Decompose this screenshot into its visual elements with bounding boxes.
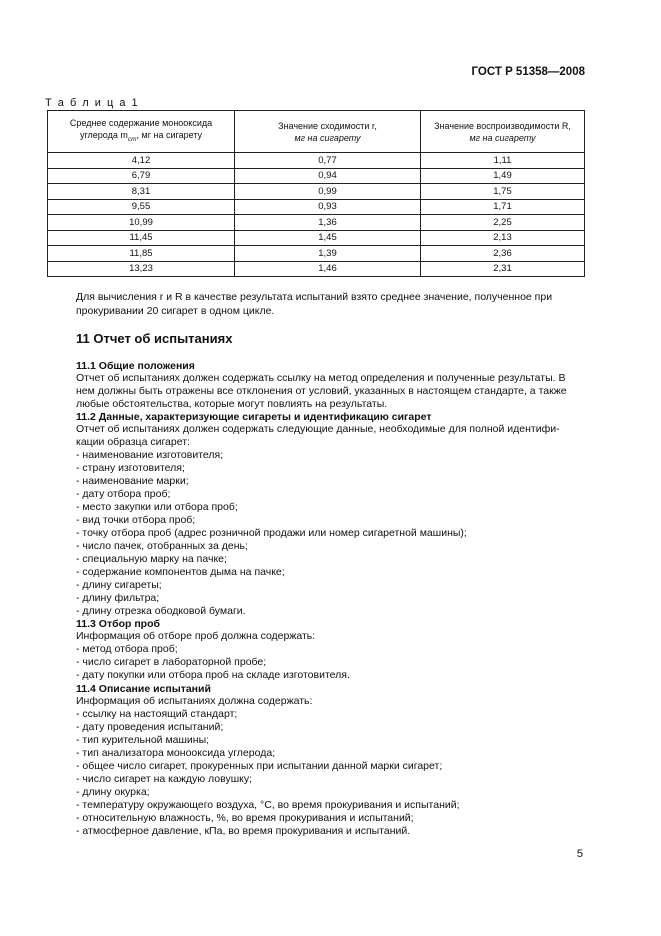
paragraph-line: Отчет об испытаниях должен содержать следующие данные, необходимые для полной идентифи- [76, 423, 560, 435]
subsection-title-11-1: 11.1 Общие положения [76, 360, 195, 372]
page-number: 5 [576, 848, 583, 860]
list-item: - число сигарет в лабораторной пробе; [76, 656, 267, 668]
document-code: ГОСТ Р 51358—2008 [471, 66, 585, 78]
subsection-title-11-3: 11.3 Отбор проб [76, 618, 160, 630]
paragraph-line: Отчет об испытаниях должен содержать ссылку на метод определения и полученные результаты. В [76, 372, 566, 384]
list-item: - длину отрезка ободковой бумаги. [76, 605, 246, 617]
column-header-co-content: Среднее содержание монооксида углерода $m_{сm}$, мг на сигарету [48, 111, 235, 153]
column-header-reproducibility: Значение воспроизводимости R, мг на сигарету [421, 111, 585, 153]
table-row: 10,99 1,36 2,25 [48, 215, 585, 231]
list-item: - дату отбора проб; [76, 488, 171, 500]
subsection-title-11-4: 11.4 Описание испытаний [76, 683, 211, 695]
list-item: - длину сигареты; [76, 579, 162, 591]
subsection-title-11-2: 11.2 Данные, характеризующие сигареты и идентификацию сигарет [76, 411, 432, 423]
list-item: - число сигарет на каждую ловушку; [76, 773, 253, 785]
repeatability-table [47, 110, 585, 277]
table-row: 13,23 1,46 2,31 [48, 261, 585, 277]
list-item: - тип курительной машины; [76, 734, 210, 746]
list-item: - место закупки или отбора проб; [76, 501, 238, 513]
list-item: - вид точки отбора проб; [76, 514, 196, 526]
list-item: - температуру окружающего воздуха, °С, во время прокуривания и испытаний; [76, 799, 460, 811]
list-item: - наименование изготовителя; [76, 449, 224, 461]
table-row: 9,55 0,93 1,71 [48, 199, 585, 215]
list-item: - атмосферное давление, кПа, во время прокуривания и испытаний. [76, 825, 411, 837]
table-row: 8,31 0,99 1,75 [48, 184, 585, 200]
list-item: - специальную марку на пачке; [76, 553, 227, 565]
list-item: - метод отбора проб; [76, 643, 178, 655]
paragraph-line: нем должны быть отражены все отклонения от условий, указанных в настоящем стандарте, а также [76, 385, 567, 397]
table-row: 4,12 0,77 1,11 [48, 153, 585, 169]
table-row: 6,79 0,94 1,49 [48, 168, 585, 184]
list-item: - точку отбора проб (адрес розничной продажи или номер сигаретной машины); [76, 527, 467, 539]
list-item: - дату покупки или отбора проб на складе изготовителя. [76, 669, 350, 681]
list-item: - число пачек, отобранных за день; [76, 540, 248, 552]
paragraph-line: Информация об отборе проб должна содержать: [76, 630, 316, 642]
list-item: - общее число сигарет, прокуренных при испытании данной марки сигарет; [76, 760, 443, 772]
table-caption: Т а б л и ц а 1 [45, 97, 140, 109]
table-row: 11,85 1,39 2,36 [48, 246, 585, 262]
note-line-1: Для вычисления r и R в качестве результата испытаний взято среднее значение, полученное при [76, 291, 553, 303]
list-item: - наименование марки; [76, 475, 189, 487]
paragraph-line: кации образца сигарет: [76, 436, 190, 448]
list-item: - страну изготовителя; [76, 462, 185, 474]
table-row: 11,45 1,45 2,13 [48, 230, 585, 246]
list-item: - тип анализатора монооксида углерода; [76, 747, 276, 759]
list-item: - дату проведения испытаний; [76, 721, 224, 733]
list-item: - длину фильтра; [76, 592, 160, 604]
list-item: - содержание компонентов дыма на пачке; [76, 566, 285, 578]
list-item: - длину окурка; [76, 786, 150, 798]
paragraph-line: любые обстоятельства, которые могут повлиять на результаты. [76, 398, 388, 410]
column-header-repeatability: Значение сходимости r, мг на сигарету [235, 111, 421, 153]
paragraph-line: Информация об испытаниях должна содержать: [76, 695, 313, 707]
note-line-2: прокуривании 20 сигарет в одном цикле. [76, 305, 275, 317]
section-title: 11 Отчет об испытаниях [76, 331, 233, 346]
list-item: - относительную влажность, %, во время прокуривания и испытаний; [76, 812, 414, 824]
list-item: - ссылку на настоящий стандарт; [76, 708, 238, 720]
